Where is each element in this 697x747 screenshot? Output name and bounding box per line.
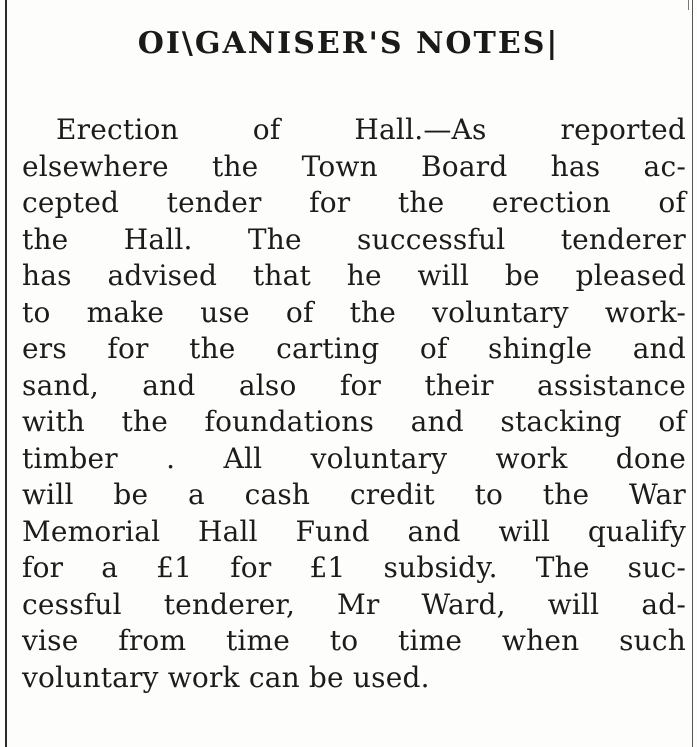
article-line: cessful tenderer, Mr Ward, will ad- [22,587,686,621]
article-line: will be a cash credit to the War [22,478,686,511]
article-line: vise from time to time when such [22,624,686,657]
article-heading: OI\GANISER'S NOTES| [137,26,560,61]
article-line: Erection of Hall.—As reported [56,113,686,146]
article-line: has advised that he will be pleased [22,259,686,292]
article-line: timber . All voluntary work done [22,441,686,475]
article-line: with the foundations and stacking of [22,405,686,438]
article-body [22,112,686,696]
article-line: Memorial Hall Fund and will qualify [22,514,686,548]
article-line: voluntary work can be used. [22,660,430,694]
article-line: ers for the carting of shingle and [22,332,686,365]
article-line: elsewhere the Town Board has ac- [22,149,686,183]
column-tick-mark [688,0,689,10]
article-line: to make use of the voluntary work- [22,295,686,329]
left-column-rule [5,0,7,747]
article-line: cepted tender for the erection of [22,186,686,219]
article-line: for a £1 for £1 subsidy. The suc- [22,551,686,584]
article-line: the Hall. The successful tenderer [22,222,686,256]
article-line: sand, and also for their assistance [22,368,686,402]
right-column-rule [692,0,693,747]
